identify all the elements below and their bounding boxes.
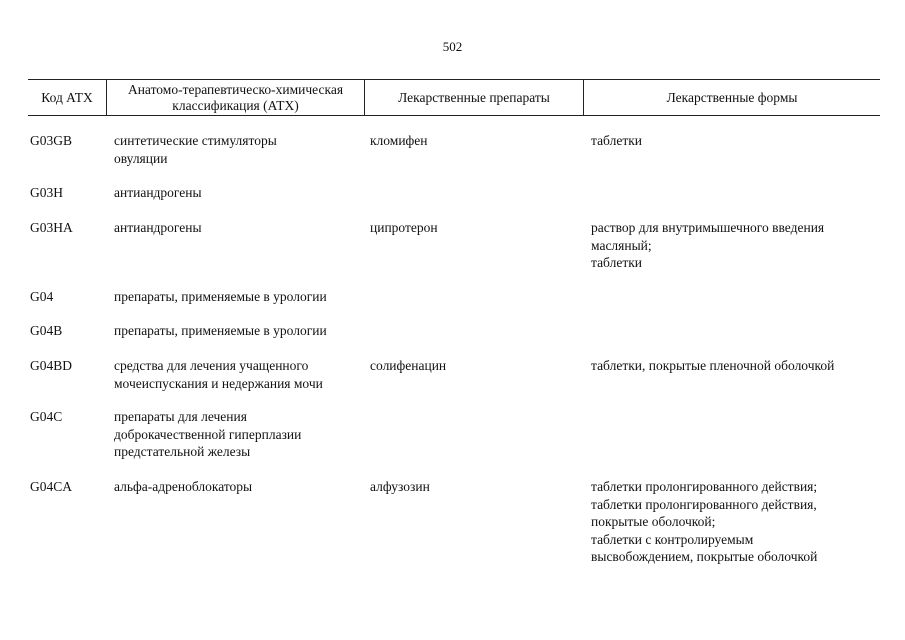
dosage-forms: [591, 219, 881, 272]
drug-name: алфузозин: [370, 479, 430, 494]
atc-classification: [114, 288, 364, 306]
dosage-forms: [591, 132, 881, 150]
dosage-form-line: таблетки, покрытые пленочной оболочкой: [591, 358, 835, 373]
atc-code: G04CA: [30, 479, 73, 494]
header-classification-line: классификация (АТХ): [172, 97, 299, 113]
classification-line: альфа-адреноблокаторы: [114, 479, 253, 494]
dosage-form-line: масляный;: [591, 237, 652, 253]
atc-code: G03H: [30, 185, 63, 200]
classification-line: доброкачественной гиперплазии: [114, 426, 302, 442]
dosage-form-line: таблетки пролонгированного действия,: [591, 496, 817, 512]
atc-classification: [114, 408, 364, 461]
classification-line: синтетические стимуляторы: [114, 133, 277, 148]
dosage-form-line: раствор для внутримышечного введения: [591, 220, 825, 235]
classification-line: овуляции: [114, 150, 168, 166]
classification-line: предстательной железы: [114, 444, 251, 459]
dosage-forms: [591, 478, 881, 566]
atc-code: G04B: [30, 323, 63, 338]
header-drugs: Лекарственные препараты: [398, 89, 550, 105]
drug-name: ципротерон: [370, 220, 438, 235]
classification-line: мочеиспускания и недержания мочи: [114, 375, 323, 391]
dosage-form-line: таблетки: [591, 255, 643, 270]
dosage-form-line: таблетки с контролируемым: [591, 531, 754, 547]
classification-line: антиандрогены: [114, 220, 202, 235]
atc-code: G04BD: [30, 358, 73, 373]
header-forms: Лекарственные формы: [666, 89, 798, 105]
header-classification-line: Анатомо-терапевтическо-химическая: [127, 81, 344, 97]
atc-classification: [114, 132, 364, 167]
classification-line: антиандрогены: [114, 185, 202, 200]
atc-classification: [114, 322, 364, 340]
classification-line: препараты, применяемые в урологии: [114, 323, 327, 338]
atc-classification: [114, 219, 364, 237]
header-code: Код АТХ: [41, 89, 93, 105]
dosage-form-line: таблетки пролонгированного действия;: [591, 479, 818, 494]
atc-code: G03HA: [30, 220, 73, 235]
dosage-form-line: высвобождением, покрытые оболочкой: [591, 549, 818, 564]
dosage-form-line: таблетки: [591, 133, 643, 148]
header-classification: [107, 80, 364, 115]
atc-code: G03GB: [30, 133, 73, 148]
classification-line: средства для лечения учащенного: [114, 358, 309, 373]
classification-line: препараты, применяемые в урологии: [114, 289, 327, 304]
header-bottom-rule: [28, 115, 880, 116]
drug-name: солифенацин: [370, 358, 447, 373]
page-number: 502: [442, 39, 463, 54]
dosage-form-line: покрытые оболочкой;: [591, 514, 716, 529]
atc-classification: [114, 184, 364, 202]
atc-code: G04C: [30, 409, 63, 424]
atc-code: G04: [30, 289, 54, 304]
atc-classification: [114, 357, 364, 392]
dosage-forms: [591, 357, 881, 375]
classification-line: препараты для лечения: [114, 409, 247, 424]
drug-name: кломифен: [370, 133, 428, 148]
atc-classification: [114, 478, 364, 496]
